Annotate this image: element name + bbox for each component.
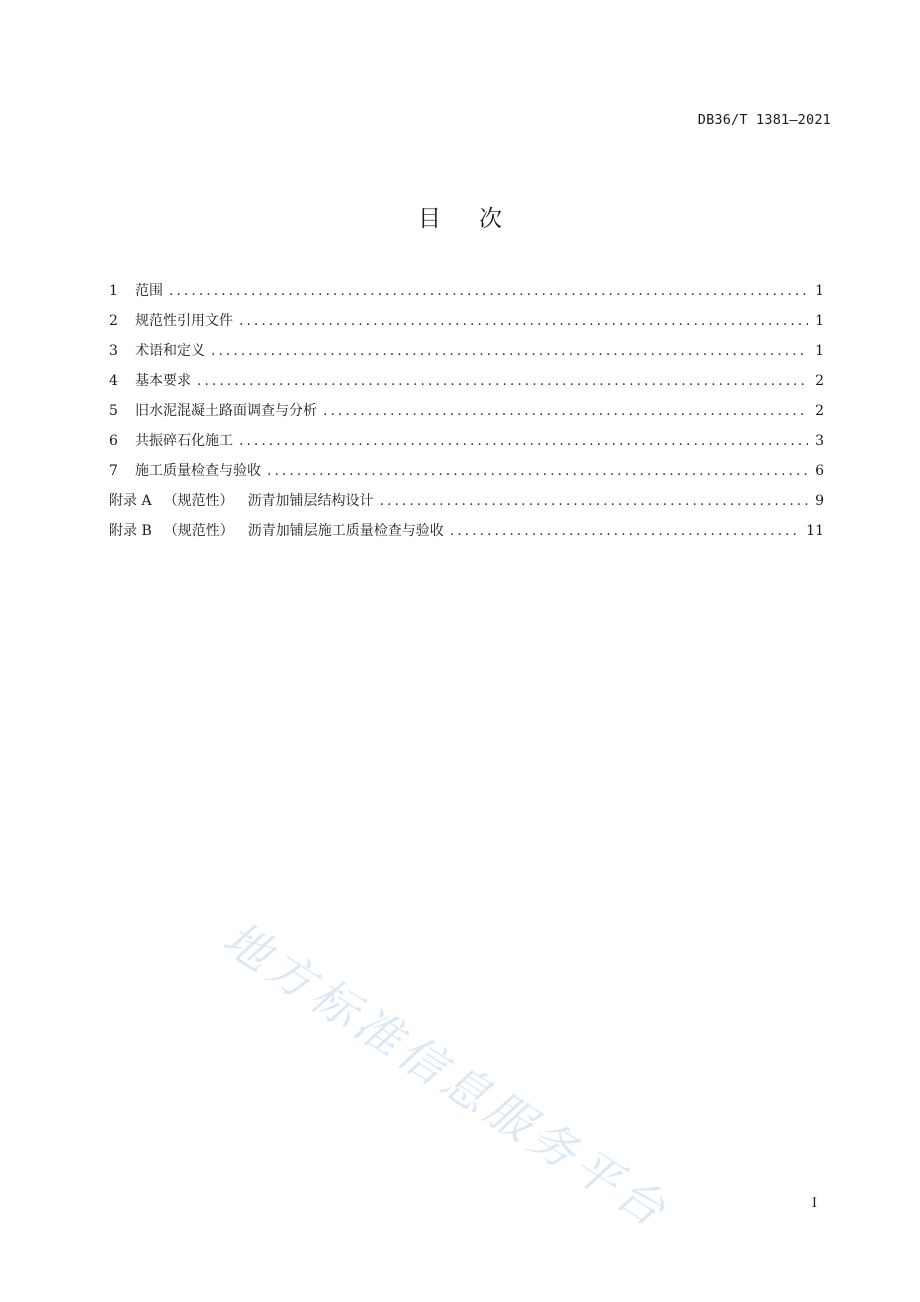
toc-entry-appendix-a[interactable] (109, 486, 824, 516)
watermark-text: 地方标准信息服务平台 (213, 910, 680, 1240)
toc-dot-leader (450, 516, 800, 546)
toc-dot-leader (211, 336, 808, 366)
toc-entry-label: 沥青加铺层施工质量检查与验收 (247, 523, 444, 539)
toc-dot-leader (267, 456, 808, 486)
toc-entry-number: 5 (109, 403, 118, 419)
toc-entry-page: 2 (815, 373, 824, 389)
toc-dot-leader (239, 306, 808, 336)
toc-entry-label: 术语和定义 (135, 343, 205, 359)
toc-dot-leader (169, 276, 808, 306)
toc-entry-appendix-b[interactable] (109, 516, 824, 546)
toc-appendix-number: 附录 A (109, 493, 152, 509)
toc-entry-page: 1 (815, 313, 824, 329)
toc-entry-label: 基本要求 (135, 373, 191, 389)
toc-dot-leader (239, 426, 808, 456)
toc-entry-label: 旧水泥混凝土路面调查与分析 (135, 403, 317, 419)
toc-entry-label: 沥青加铺层结构设计 (247, 493, 374, 509)
toc-entry-pavement-survey[interactable] (109, 396, 824, 426)
document-code: DB36/T 1381—2021 (697, 112, 831, 128)
toc-entry-normative-references[interactable] (109, 306, 824, 336)
toc-entry-number: 6 (109, 433, 118, 449)
toc-title-part1: 目 (418, 206, 441, 232)
toc-entry-scope[interactable] (109, 276, 824, 306)
page-number: I (811, 1196, 817, 1211)
toc-entry-label: 共振碎石化施工 (135, 433, 233, 449)
toc-entry-page: 6 (815, 463, 824, 479)
toc-entry-number: 7 (109, 463, 118, 479)
toc-entry-quality-inspection[interactable] (109, 456, 824, 486)
toc-title-part2: 次 (479, 206, 502, 232)
toc-dot-leader (380, 486, 808, 516)
toc-entry-page: 3 (815, 433, 824, 449)
toc-entry-label: 施工质量检查与验收 (135, 463, 261, 479)
toc-entry-number: 2 (109, 313, 118, 329)
toc-entry-basic-requirements[interactable] (109, 366, 824, 396)
toc-dot-leader (323, 396, 808, 426)
toc-entry-label: 规范性引用文件 (135, 313, 233, 329)
table-of-contents (109, 276, 824, 546)
toc-title (0, 200, 920, 233)
toc-entry-number: 4 (109, 373, 118, 389)
toc-entry-number: 1 (109, 283, 118, 299)
toc-entry-page: 9 (815, 493, 824, 509)
toc-appendix-number: 附录 B (109, 523, 152, 539)
toc-entry-label: 范围 (135, 283, 163, 299)
toc-entry-page: 1 (815, 283, 824, 299)
toc-entry-page: 2 (815, 403, 824, 419)
toc-appendix-category: （规范性） (163, 523, 234, 539)
toc-dot-leader (197, 366, 808, 396)
toc-entry-number: 3 (109, 343, 118, 359)
toc-entry-page: 11 (806, 523, 824, 539)
toc-appendix-category: （规范性） (163, 493, 234, 509)
toc-entry-resonant-rubblization[interactable] (109, 426, 824, 456)
toc-entry-page: 1 (815, 343, 824, 359)
toc-entry-terms-definitions[interactable] (109, 336, 824, 366)
